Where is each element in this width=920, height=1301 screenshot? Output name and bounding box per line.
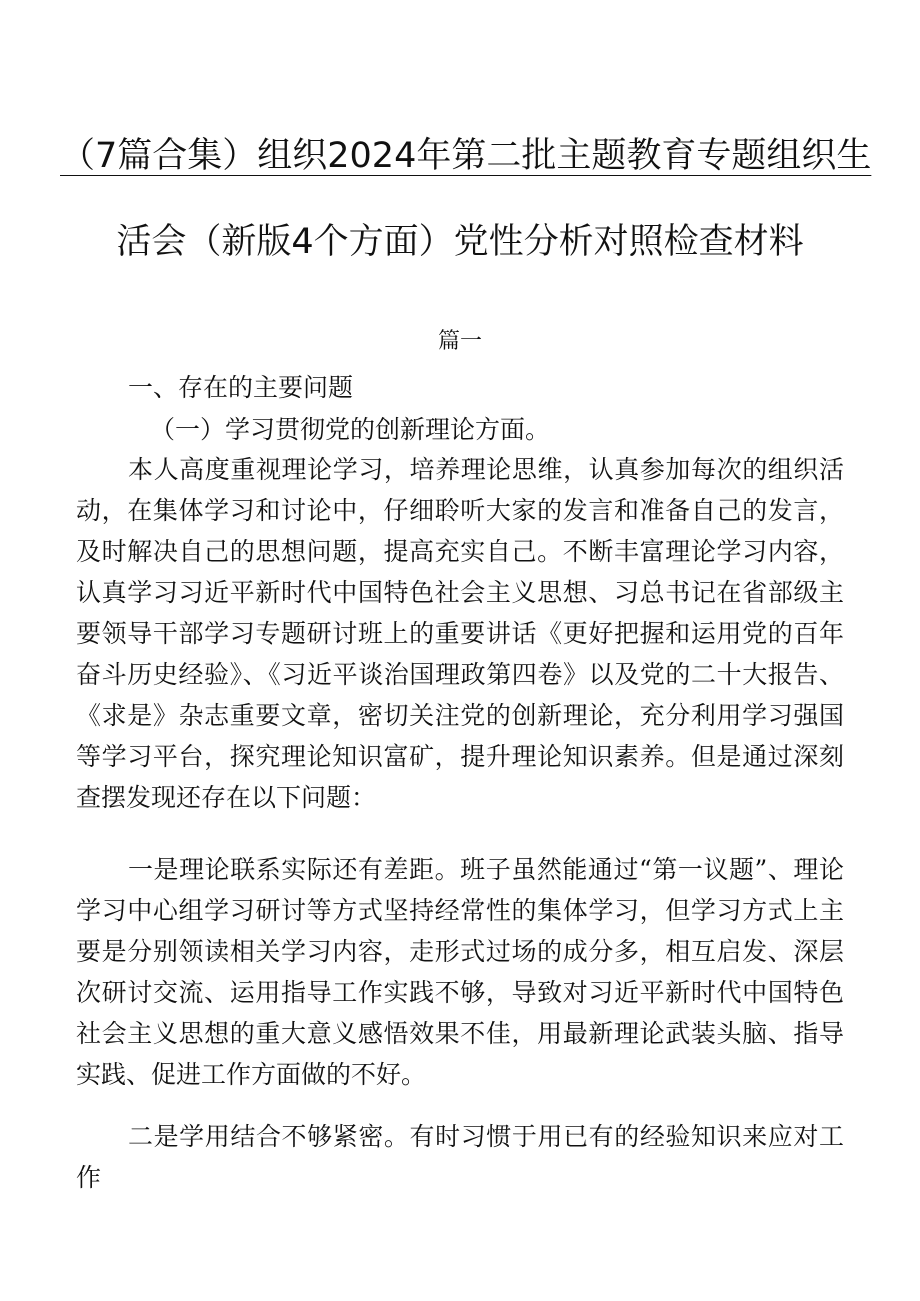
section-heading: 一、存在的主要问题	[128, 373, 354, 402]
body-paragraph-1: 本人高度重视理论学习，培养理论思维，认真参加每次的组织活动，在集体学习和讨论中，仔细聆听大家的发言和准备自己的发言，及时解决自己的思想问题，提高充实自己。不断丰富理论学习内容，认真学习习近平新时代中国特色社会主义思想、习总书记在省部级主要领导干部学习专题研讨班上的重要讲话《更好把握和运用党的百年奋斗历史经验》、《习近平谈治国理政第四卷》以及党的二十大报告、《求是》杂志重要文章，密切关注党的创新理论，充分利用学习强国等学习平台，探究理论知识富矿，提升理论知识素养。但是通过深刻查摆发现还存在以下问题：	[76, 455, 844, 812]
subsection-heading: （一）学习贯彻党的创新理论方面。	[150, 415, 551, 444]
chapter-label: 篇一	[437, 329, 482, 354]
document-title-line-2: 活会（新版4个方面）党性分析对照检查材料	[116, 222, 804, 262]
body-paragraph-2: 一是理论联系实际还有差距。班子虽然能通过“第一议题”、理论学习中心组学习研讨等方式坚持经常性的集体学习，但学习方式上主要是分别领读相关学习内容，走形式过场的成分多，相互启发、深层次研讨交流、运用指导工作实践不够，导致对习近平新时代中国特色社会主义思想的重大意义感悟效果不佳，用最新理论武装头脑、指导实践、促进工作方面做的不好。	[76, 855, 844, 1089]
body-paragraph-3: 二是学用结合不够紧密。有时习惯于用已有的经验知识来应对工作	[76, 1122, 844, 1192]
document-title-line-1: （7篇合集）组织2024年第二批主题教育专题组织生	[60, 136, 872, 176]
